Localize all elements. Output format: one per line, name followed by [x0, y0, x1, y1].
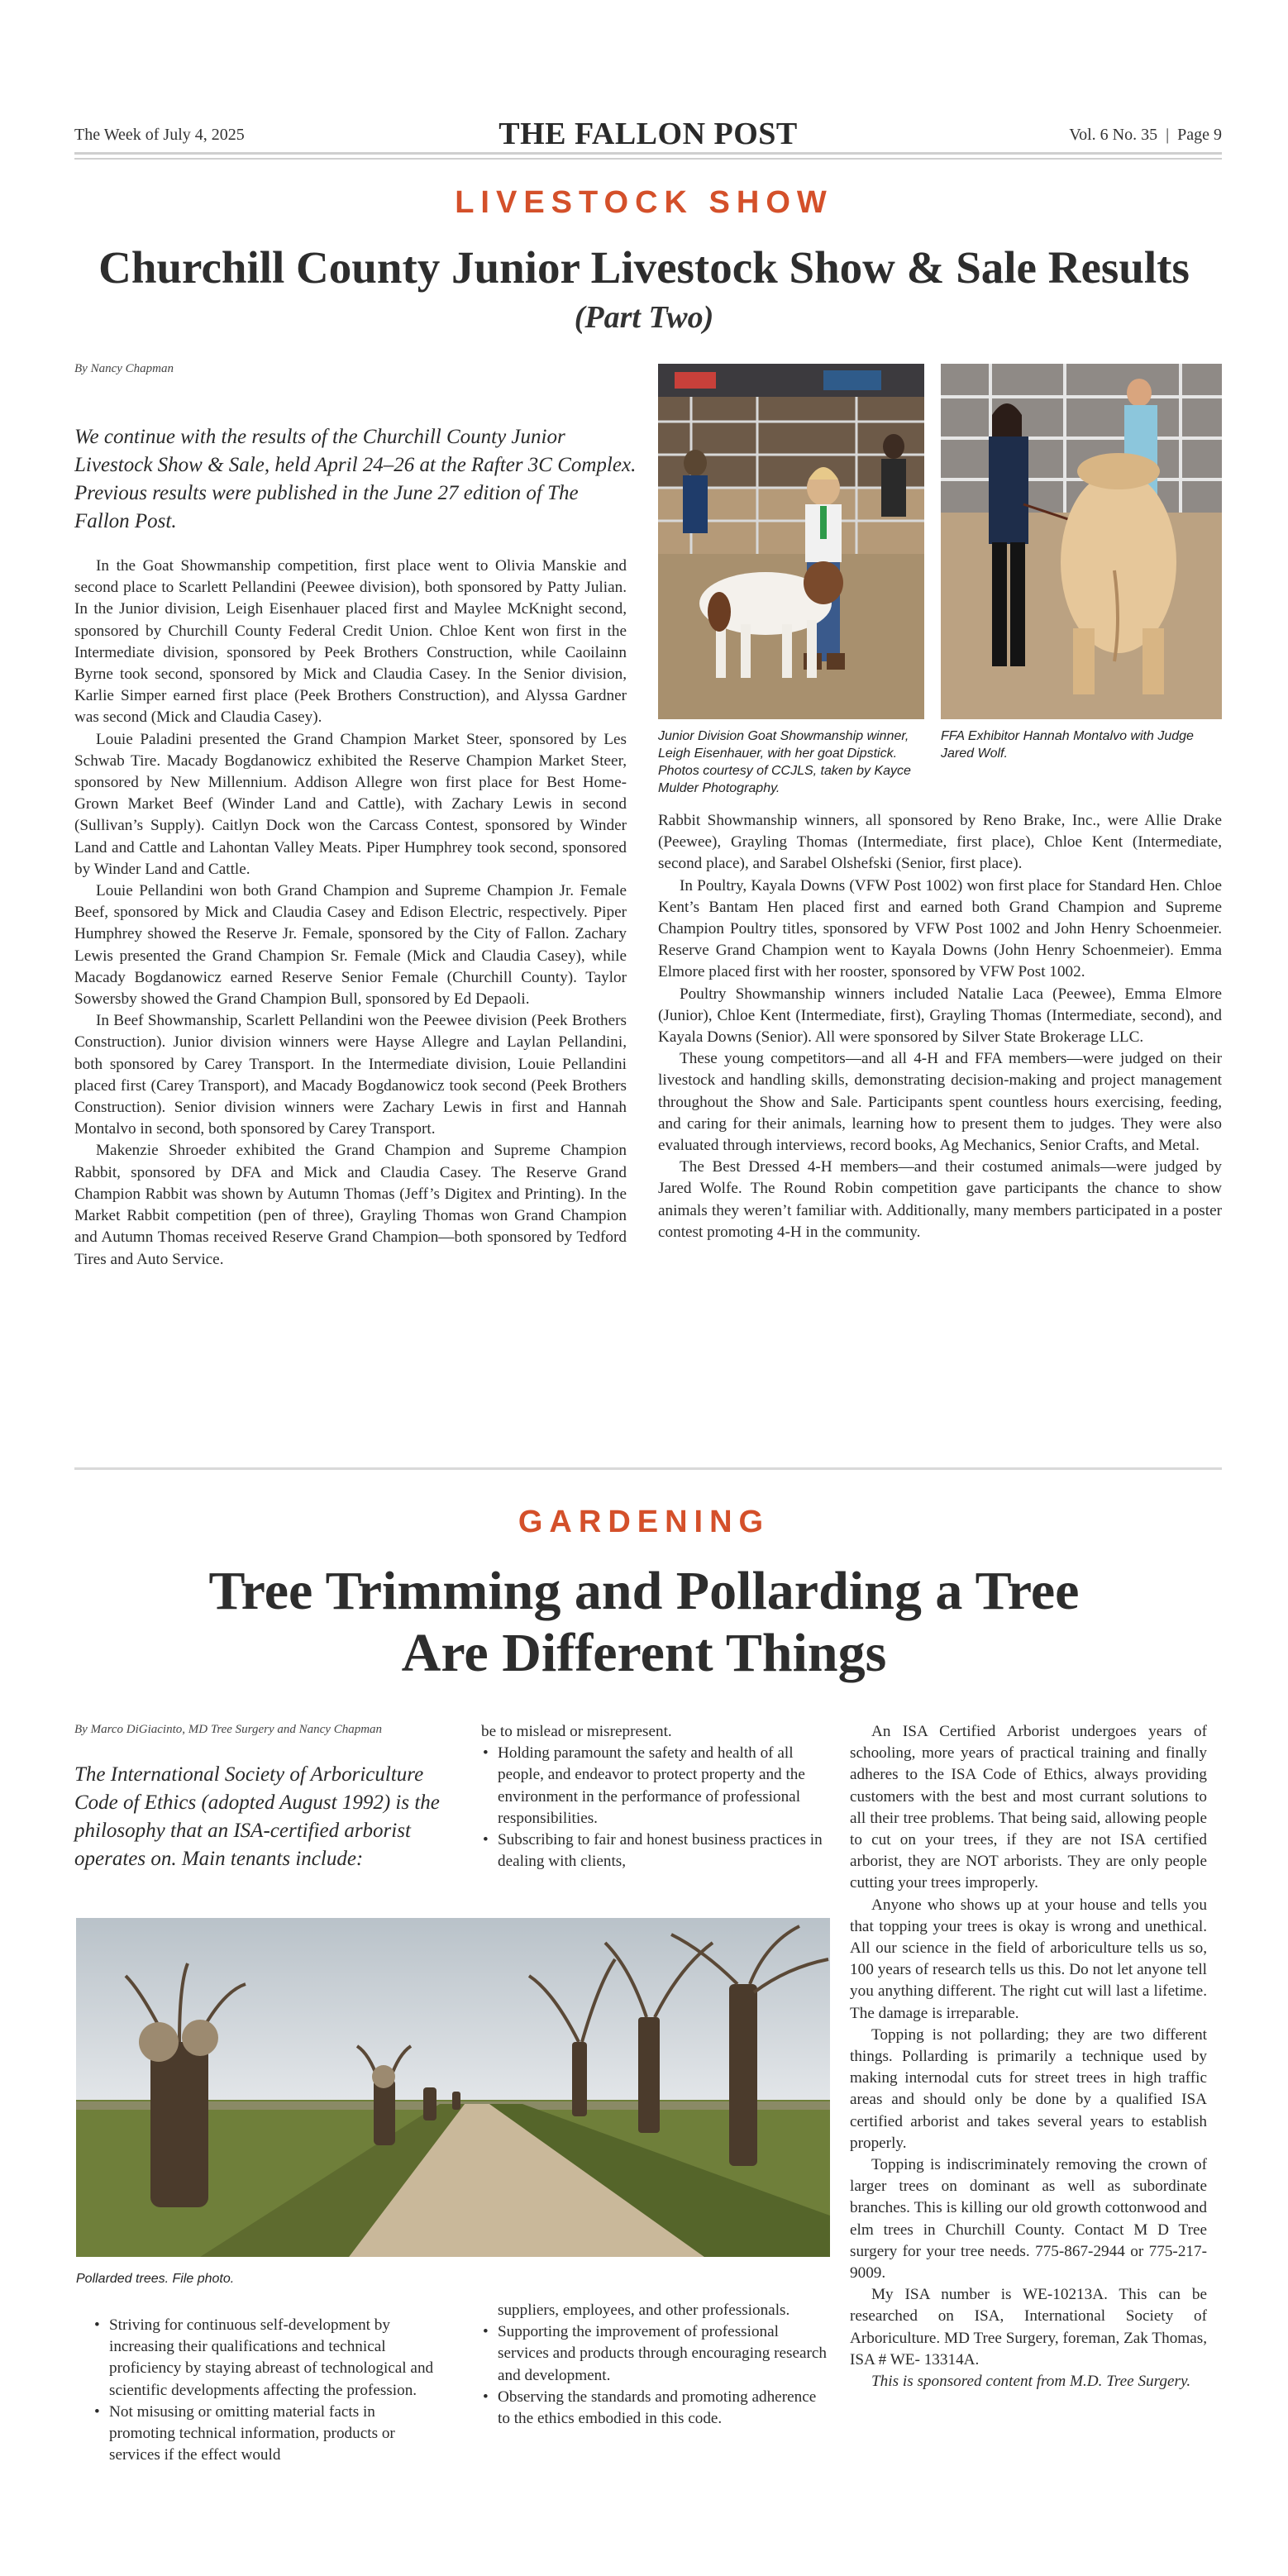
- goat-photo-caption: Junior Division Goat Showmanship winner, Leigh Eisenhauer, with her goat Dipstick. Photos courtesy of CCJLS, taken by Kayce Mulder Photography.: [658, 729, 911, 795]
- ethics-item: • Subscribing to fair and honest business practices in dealing with clients,: [481, 1829, 828, 1872]
- paragraph: Louie Pellandini won both Grand Champion and Supreme Champion Jr. Female Beef, sponsored by Mick and Claudia Casey and Edison Electric, respectively. Piper Humphrey showed the Reserve Jr. Female, sponsored by the City of Fallon. Zachary Lewis presented the Grand Champion Sr. Female (Mick and Claudia Casey), while Macady Bogdanowicz earned Reserve Senior Female (Churchill County). Taylor Sowersby showed the Grand Champion Bull, sponsored by Ed Depaoli.: [74, 882, 627, 1009]
- paragraph: My ISA number is WE-10213A. This can be researched on ISA, International Society of Arboriculture. MD Tree Surgery, foreman, Zak Thomas, ISA # WE- 13314A.: [850, 2286, 1207, 2368]
- ethics-item: • Striving for continuous self-development by increasing their qualifications and technical proficiency by staying abreast of technological and scientific developments affecting the profession.: [93, 2315, 445, 2402]
- paragraph: Louie Paladini presented the Grand Champion Market Steer, sponsored by Les Schwab Tire. Macady Bogdanowicz exhibited the Reserve Champion Market Steer, sponsored by New Millennium. Addison Allegre won first place for Best Home-Grown Market Beef (Winder Land and Cattle), with Zachary Lewis in second (Sullivan’s Supply). Caitlyn Dock won the Carcass Contest, sponsored by Winder Land and Cattle and Lahontan Valley Meats. Piper Humphrey took second, sponsored by Winder Land and Cattle.: [74, 730, 627, 878]
- livestock-intro: We continue with the results of the Churchill County Junior Livestock Show & Sale, held April 24–26 at the Rafter 3C Complex. Previous results were published in the June 27 edition of The Fallon Post.: [74, 426, 637, 532]
- gardening-column-2-bottom: [481, 2300, 828, 2430]
- ethics-lead-text: be to mislead or misrepresent.: [481, 1723, 672, 1740]
- masthead-rule-bottom: [74, 158, 1222, 160]
- volume-page: [1069, 126, 1222, 145]
- masthead-separator: |: [1166, 126, 1170, 144]
- gardening-column-2-top: [481, 1721, 828, 1872]
- paragraph: Rabbit Showmanship winners, all sponsored by Reno Brake, Inc., were Allie Drake (Peewee), Grayling Thomas (Intermediate, first place), Chloe Kent (Intermediate, second place), and Sarabel Olshefski (Senior, first place).: [658, 812, 1222, 873]
- pollarded-photo-caption: Pollarded trees. File photo.: [76, 2272, 235, 2286]
- paragraph: In Poultry, Kayala Downs (VFW Post 1002) won first place for Standard Hen. Chloe Kent’s Bantam Hen placed first and earned both Grand Champion and Supreme Champion Poultry titles, sponsored by VFW Post 1002 and John Henry Schoenmeier. Reserve Grand Champion went to Kayala Downs (John Henry Schoenmeier). Emma Elmore placed first with her rooster, sponsored by VFW Post 1002.: [658, 876, 1222, 981]
- ffa-photo-caption: FFA Exhibitor Hannah Montalvo with Judge Jared Wolf.: [941, 729, 1194, 761]
- ethics-list-a: [481, 1743, 828, 1872]
- livestock-headline: Churchill County Junior Livestock Show & Sale Results: [98, 242, 1190, 293]
- ethics-item: • Not misusing or omitting material facts in promoting technical information, products or services if the effect would: [93, 2402, 445, 2467]
- issue-date: The Week of July 4, 2025: [74, 126, 245, 144]
- masthead-rule-top: [74, 152, 1222, 155]
- goat-photo-illustration: [658, 364, 924, 719]
- ethics-item: • Holding paramount the safety and health of all people, and endeavor to protect property and the environment in the performance of professional responsibilities.: [481, 1743, 828, 1829]
- gardening-intro: The International Society of Arboriculture Code of Ethics (adopted August 1992) is the philosophy that an ISA-certified arborist operates on. Main tenants include:: [74, 1763, 440, 1870]
- paragraph: Makenzie Shroeder exhibited the Grand Champion and Supreme Champion Rabbit, sponsored by DFA and Mick and Claudia Casey. The Reserve Grand Champion Rabbit was shown by Autumn Thomas (Jeff’s Digitex and Printing). In the Market Rabbit competition (pen of three), Grayling Thomas won Grand Champion and Autumn Thomas received Reserve Grand Champion—both sponsored by Tedford Tires and Auto Service.: [74, 1142, 627, 1268]
- page-number: Page 9: [1177, 126, 1222, 144]
- section-kicker-livestock: LIVESTOCK SHOW: [455, 185, 833, 220]
- gardening-headline-line-1: Tree Trimming and Pollarding a Tree: [208, 1561, 1080, 1621]
- gardening-column-1-bottom: [93, 2315, 445, 2466]
- paragraph: Topping is indiscriminately removing the crown of larger trees on dominant as well as subordinate branches. This is killing our old growth cottonwood and elm trees in Churchill County. Contact M D Tree surgery for your tree needs. 775-867-2944 or 775-217-9009.: [850, 2156, 1207, 2283]
- paragraph: Anyone who shows up at your house and tells you that topping your trees is okay is wrong and unethical. All our science in the field of arboriculture tells us so, 100 years of research tells us this. Do not let anyone tell you anything different. The right cut will last a lifetime. The damage is irreparable.: [850, 1896, 1207, 2022]
- paragraph: These young competitors—and all 4-H and FFA members—were judged on their livestock and handling skills, demonstrating decision-making and project management throughout the Show and Sale. Participants spent countless hours exercising, feeding, and caring for their animals, learning how to present them to judges. They were also evaluated through interviews, record books, Ag Mechanics, Senior Crafts, and Metal.: [658, 1050, 1222, 1155]
- paragraph: In the Goat Showmanship competition, first place went to Olivia Manskie and second place to Scarlett Pellandini (Peewee division), both sponsored by Patty Julian. In the Junior division, Leigh Eisenhauer placed first and Maylee McKnight second, sponsored by Churchill County Federal Credit Union. Chloe Kent won first in the Intermediate division, sponsored by Peek Brothers Construction, while Caoilainn Byrne took second, sponsored by Mick and Claudia Casey. In the Senior division, Karlie Simper earned first place (Peek Brothers Construction), and Alyssa Gardner was second (Mick and Claudia Casey).: [74, 557, 627, 727]
- livestock-column-1: [74, 556, 627, 1271]
- newspaper-name: THE FALLON POST: [499, 117, 798, 151]
- ethics-item: • Supporting the improvement of professional services and products through encouraging research and development.: [481, 2321, 828, 2387]
- paragraph: The Best Dressed 4-H members—and their costumed animals—were judged by Jared Wolfe. The Round Robin competition gave participants the chance to show animals they weren’t familiar with. Additionally, many members participated in a poster contest promoting 4-H in the community.: [658, 1158, 1222, 1241]
- volume-number: Vol. 6 No. 35: [1069, 126, 1158, 144]
- sponsored-content-note: This is sponsored content from M.D. Tree Surgery.: [871, 2373, 1191, 2391]
- pollarded-trees-photo: [76, 1918, 830, 2257]
- pollarded-trees-illustration: [76, 1918, 830, 2257]
- paragraph: In Beef Showmanship, Scarlett Pellandini won the Peewee division (Peek Brothers Construction). Junior division winners were Hayse Allegre and Laylan Pellandini, both sponsored by Carey Transport. In the Intermediate division, Louie Pellandini placed first (Carey Transport), and Macady Bogdanowicz took second (Peek Brothers Construction). Senior division winners were Zachary Lewis in first and Hannah Montalvo in second, both sponsored by Carey Transport.: [74, 1012, 627, 1138]
- livestock-subhead: (Part Two): [574, 300, 714, 335]
- paragraph: Poultry Showmanship winners included Natalie Laca (Peewee), Emma Elmore (Junior), Chloe Kent (Intermediate, first), Grayling Thomas (Intermediate, second), and Kayala Downs (Senior). All were sponsored by Silver State Brokerage LLC.: [658, 985, 1222, 1047]
- livestock-byline: By Nancy Chapman: [74, 362, 174, 375]
- ethics-item: • Observing the standards and promoting adherence to the ethics embodied in this code.: [481, 2387, 828, 2430]
- gardening-headline: [0, 1561, 1288, 1684]
- paragraph: Topping is not pollarding; they are two different things. Pollarding is primarily a technique used by making internodal cuts for street trees in high traffic areas and should only be done by a qualified ISA certified arborist and takes several years to establish properly.: [850, 2025, 1207, 2152]
- gardening-column-3: [850, 1721, 1207, 2392]
- gardening-byline: By Marco DiGiacinto, MD Tree Surgery and Nancy Chapman: [74, 1723, 383, 1736]
- gardening-headline-line-2: Are Different Things: [401, 1622, 887, 1683]
- ethics-list-b: [93, 2315, 445, 2466]
- goat-showmanship-photo: [658, 364, 924, 719]
- section-kicker-gardening: GARDENING: [518, 1505, 770, 1539]
- ethics-continued-text: suppliers, employees, and other professionals.: [498, 2302, 790, 2319]
- section-divider: [74, 1467, 1222, 1470]
- livestock-column-2: [658, 810, 1222, 1243]
- steer-photo-illustration: [941, 364, 1222, 719]
- paragraph: An ISA Certified Arborist undergoes years of schooling, more years of practical training and finally adheres to the ISA Code of Ethics, always providing customers with the best and most currant solutions to all their tree problems. That being said, allowing people to cut on your trees, if they are not ISA certified arborist, they are NOT arborists. They are only people cutting your trees improperly.: [850, 1723, 1207, 1892]
- ethics-list-c: [481, 2321, 828, 2430]
- ffa-exhibitor-photo: [941, 364, 1222, 719]
- masthead: [74, 116, 1222, 157]
